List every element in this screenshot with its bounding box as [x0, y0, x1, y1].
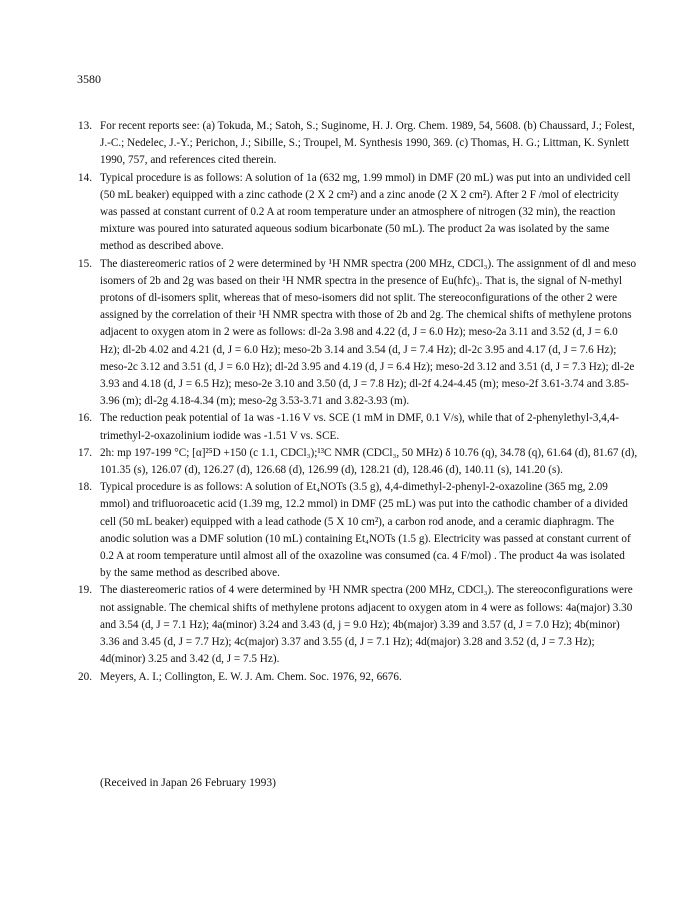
reference-17	[78, 445, 638, 479]
reference-20	[78, 669, 638, 686]
reference-text: Typical procedure is as follows: A solution of 1a (632 mg, 1.99 mmol) in DMF (20 mL) was put into an undivided cell (50 mL beaker) equipped with a zinc cathode (2 X 2 cm²) and a zinc anode (2 X 2 cm²). After 2 F /mol of electricity was passed at constant current of 0.2 A at room temperature under an atmosphere of nitrogen (32 min), the reaction mixture was poured into saturated aqueous sodium bicarbonate (50 mL). The product 2a was isolated by the same method as described above.	[100, 171, 631, 253]
reference-13	[78, 118, 638, 170]
reference-number: 13.	[78, 120, 92, 132]
reference-text: 2h: mp 197-199 °C; [α]²⁵D +150 (c 1.1, CDCl₃);¹³C NMR (CDCl₃, 50 MHz) δ 10.76 (q), 34.78 (q), 61.64 (d), 81.67 (d), 101.35 (s), 126.07 (d), 126.27 (d), 126.68 (d), 126.99 (d), 128.21 (d), 128.46 (d), 140.11 (s), 141.20 (s).	[100, 446, 638, 477]
reference-16	[78, 410, 638, 444]
reference-text: Typical procedure is as follows: A solution of Et₄NOTs (3.5 g), 4,4-dimethyl-2-phenyl-2-oxazoline (365 mg, 2.09 mmol) and trifluoroacetic acid (1.39 mg, 12.2 mmol) in DMF (25 mL) was put into the cathodic chamber of a divided cell (50 mL beaker) equipped with a lead cathode (5 X 10 cm²), a carbon rod anode, and a ceramic diaphragm. The anodic solution was a DMF solution (10 mL) containing Et₄NOTs (1.5 g). Electricity was passed at constant current of 0.2 A at room temperature until almost all of the oxazoline was consumed (ca. 4 F/mol) . The product 4a was isolated by the same method as described above.	[100, 481, 631, 580]
reference-number: 19.	[78, 584, 92, 597]
reference-number: 20.	[78, 670, 92, 683]
reference-number: 14.	[78, 171, 92, 184]
reference-text: The diastereomeric ratios of 2 were determined by ¹H NMR spectra (200 MHz, CDCl₃). The assignment of dl and meso isomers of 2b and 2g was based on their ¹H NMR spectra in the presence of Eu(hfc)₃. That is, the signal of N-methyl protons of dl-isomers split, whereas that of meso-isomers did not split. The stereoconfigurations of the other 2 were assigned by the correlation of their ¹H NMR spectra with those of 2b and 2g. The chemical shifts of methylene protons adjacent to oxygen atom in 2 were as follows: dl-2a 3.98 and 4.22 (d, J = 6.0 Hz); meso-2a 3.11 and 3.52 (d, J = 6.0 Hz); dl-2b 4.02 and 4.21 (d, J = 6.0 Hz); meso-2b 3.14 and 3.54 (d, J = 7.4 Hz); dl-2c 3.95 and 4.17 (d, J = 7.6 Hz); meso-2c 3.12 and 3.51 (d, J = 6.0 Hz); dl-2d 3.95 and 4.19 (d, J = 6.4 Hz); meso-2d 3.12 and 3.51 (d, J = 7.3 Hz); dl-2e 3.93 and 4.18 (d, J = 6.5 Hz); meso-2e 3.10 and 3.50 (d, J = 7.8 Hz); dl-2f 4.24-4.45 (m); meso-2f 3.61-3.74 and 3.85-3.96 (m); dl-2g 4.18-4.34 (m); meso-2g 3.53-3.71 and 3.82-3.93 (m).	[100, 257, 637, 408]
received-note: (Received in Japan 26 February 1993)	[100, 777, 276, 789]
reference-number: 16.	[78, 412, 92, 425]
page-number: 3580	[77, 72, 101, 86]
reference-text: The reduction peak potential of 1a was -1.16 V vs. SCE (1 mM in DMF, 0.1 V/s), while that of 2-phenylethyl-3,4,4-trimethyl-2-oxazolinium iodide was -1.51 V vs. SCE.	[100, 412, 619, 442]
reference-text: Meyers, A. I.; Collington, E. W. J. Am. Chem. Soc. 1976, 92, 6676.	[100, 670, 402, 683]
reference-19	[78, 582, 638, 668]
reference-list	[78, 118, 638, 686]
reference-number: 15.	[78, 257, 92, 270]
reference-18	[78, 479, 638, 582]
reference-text: The diastereomeric ratios of 4 were determined by ¹H NMR spectra (200 MHz, CDCl₃). The stereoconfigurations were not assignable. The chemical shifts of methylene protons adjacent to oxygen atom in 4 were as follows: 4a(major) 3.30 and 3.54 (d, J = 7.1 Hz); 4a(minor) 3.24 and 3.43 (d, j = 9.0 Hz); 4b(major) 3.39 and 3.57 (d, J = 7.0 Hz); 4b(minor) 3.36 and 3.45 (d, J = 7.7 Hz); 4c(major) 3.37 and 3.55 (d, J = 7.1 Hz); 4d(major) 3.28 and 3.52 (d, J = 7.3 Hz); 4d(minor) 3.25 and 3.42 (d, J = 7.5 Hz).	[100, 584, 633, 666]
reference-14	[78, 170, 638, 256]
reference-15	[78, 256, 638, 411]
reference-number: 18.	[78, 481, 92, 494]
reference-text: For recent reports see: (a) Tokuda, M.; Satoh, S.; Suginome, H. J. Org. Chem. 1989, 54, 5608. (b) Chaussard, J.; Folest, J.-C.; Nedelec, J.-Y.; Perichon, J.; Sibille, S.; Troupel, M. Synthesis 1990, 369. (c) Thomas, H. G.; Littman, K. Synlett 1990, 757, and references cited therein.	[100, 120, 635, 167]
reference-number: 17.	[78, 446, 92, 459]
